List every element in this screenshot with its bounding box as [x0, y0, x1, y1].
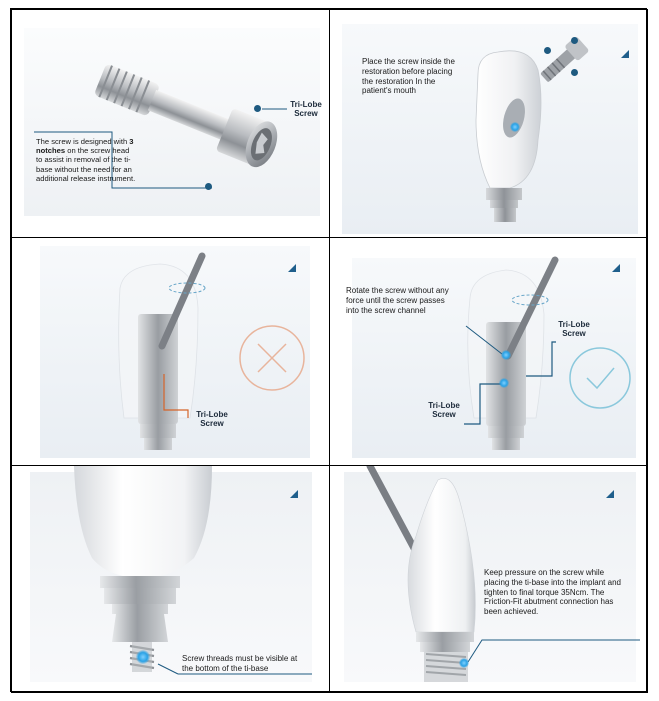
- screw-pressure-highlight: [459, 658, 469, 668]
- tri-lobe-screw-label-right: Tri-Lobe Screw: [558, 320, 590, 338]
- panel-correct-insertion: [329, 237, 648, 466]
- screw-head-highlight: [499, 378, 509, 388]
- screw-channel-highlight: [501, 350, 511, 360]
- panel-thread-visibility: [11, 465, 330, 693]
- screw-position-highlight: [510, 122, 520, 132]
- screw-head-dot-bottom: [571, 69, 578, 76]
- caption-pointer-line: [12, 10, 330, 238]
- notch-marker-dot: [205, 183, 212, 190]
- place-screw-caption: Place the screw inside the restoration before placing the restoration In the patient's mouth: [362, 57, 455, 96]
- rotate-screw-caption: Rotate the screw without any force until the screw passes into the screw channel: [346, 286, 449, 315]
- restoration-illustration: [330, 10, 648, 238]
- panel-wrong-insertion: [11, 237, 330, 466]
- panel-screw-design: [11, 9, 330, 238]
- thread-highlight: [136, 650, 150, 664]
- screw-marker-dot: [254, 105, 261, 112]
- wrong-angle-illustration: [12, 238, 330, 466]
- instruction-table: [10, 8, 647, 692]
- screw-head-dot-left: [544, 47, 551, 54]
- screw-head-dot-top: [571, 37, 578, 44]
- tri-lobe-screw-label-left: Tri-Lobe Screw: [428, 401, 460, 419]
- panel-final-torque: [329, 465, 648, 693]
- tri-lobe-screw-label: Tri-Lobe Screw: [290, 100, 322, 118]
- final-torque-caption: Keep pressure on the screw while placing the ti-base into the implant and tighten to final torque 35Ncm. The Friction-Fit abutment connection has been achieved.: [484, 568, 621, 617]
- screw-design-caption: The screw is designed with 3 notches on the screw head to assist in removal of the ti-base without the need for an additional release instrument.: [36, 137, 136, 183]
- thread-visibility-caption: Screw threads must be visible at the bottom of the ti-base: [182, 654, 298, 673]
- panel-place-screw: [329, 9, 648, 238]
- correct-angle-illustration: [330, 238, 648, 466]
- tri-lobe-screw-label: Tri-Lobe Screw: [196, 410, 228, 428]
